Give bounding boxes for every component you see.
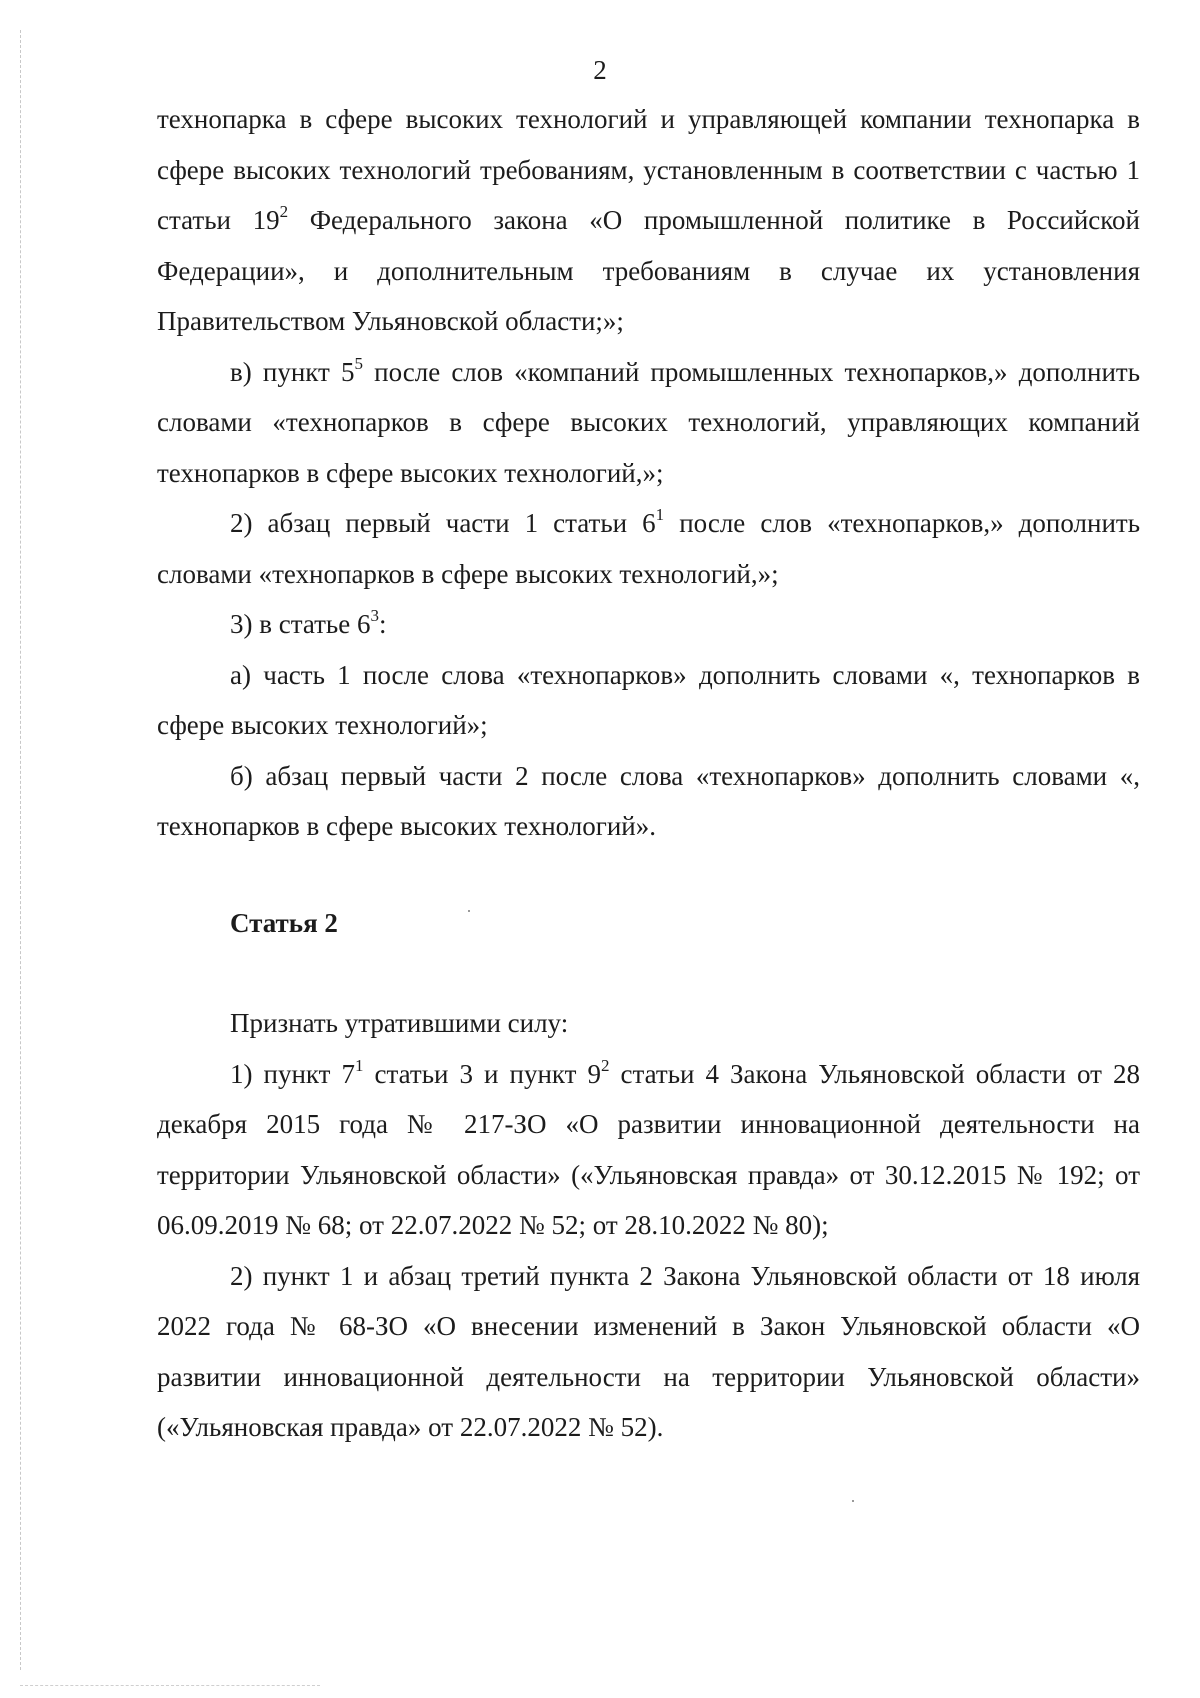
superscript: 1 <box>655 505 665 524</box>
text-run: Признать утратившими силу: <box>230 1008 569 1038</box>
text-run: технопарка в сфере высоких технологий и управляющей компании технопарка в сфере высоких технологий требованиям, установленным в соответствии с частью 1 статьи 19 <box>157 104 1140 235</box>
article-title: Статья 2 <box>230 907 338 938</box>
scan-edge-bottom <box>20 1685 320 1686</box>
text-run: после слов «компаний промышленных технопарков,» дополнить словами «технопарков в сфере высоких технологий, управляющих компаний технопарков в сфере высоких технологий,»; <box>157 356 1141 488</box>
document-body <box>157 94 1140 1453</box>
superscript: 1 <box>355 1055 364 1075</box>
paragraph <box>157 751 1140 852</box>
superscript: 3 <box>370 606 379 625</box>
text-run: 2) пункт 1 и абзац третий пункта 2 Закона Ульяновской области от 18 июля 2022 года № 68-ЗО «О внесении изменений в Закон Ульяновской области «О развитии инновационной деятельности на территории Ульяновской области» («Ульяновская правда» от 22.07.2022 № 52). <box>157 1260 1140 1442</box>
text-run: а) часть 1 после слова «технопарков» дополнить словами «, технопарков в сфере высоких технологий»; <box>157 659 1140 740</box>
text-run: : <box>378 609 387 639</box>
repeal-section <box>157 998 1140 1453</box>
paragraph <box>157 347 1140 499</box>
superscript: 5 <box>354 353 363 373</box>
text-run: после слов «технопарков,» дополнить словами «технопарков в сфере высоких технологий,»; <box>157 508 1141 589</box>
page-number: 2 <box>593 55 607 85</box>
text-run: 3) в статье 6 <box>230 609 371 639</box>
superscript: 2 <box>600 1055 610 1075</box>
text-run: в) пункт 5 <box>230 356 355 387</box>
paragraph <box>157 498 1140 599</box>
paragraph <box>157 94 1140 347</box>
text-run: статьи 3 и пункт 9 <box>363 1058 601 1089</box>
paragraph <box>157 599 1140 650</box>
superscript: 2 <box>279 202 289 221</box>
text-run: 1) пункт 7 <box>230 1058 355 1089</box>
amendments-section <box>157 94 1140 852</box>
text-run: статьи 4 Закона Ульяновской области от 28 декабря 2015 года № 217-ЗО «О развитии инновационной деятельности на территории Ульяновской области» («Ульяновская правда» от 30.12.2015 № 192; от 06.09.2019 № 68; от 22.07.2022 № 52; от 28.10.2022 № 80); <box>157 1058 1140 1240</box>
text-run: Федерального закона «О промышленной политике в Российской Федерации», и дополнительным требованиям в случае их установления Правительством Ульяновской области;»; <box>157 205 1140 336</box>
text-run: 2) абзац первый части 1 статьи 6 <box>230 508 656 538</box>
paragraph <box>157 1251 1140 1453</box>
scan-speck <box>852 1500 854 1502</box>
text-run: б) абзац первый части 2 после слова «технопарков» дополнить словами «, технопарков в сфере высоких технологий». <box>157 760 1140 841</box>
paragraph <box>157 1049 1140 1251</box>
paragraph <box>157 998 1140 1049</box>
scan-edge-left <box>20 30 21 1670</box>
paragraph <box>157 650 1140 751</box>
